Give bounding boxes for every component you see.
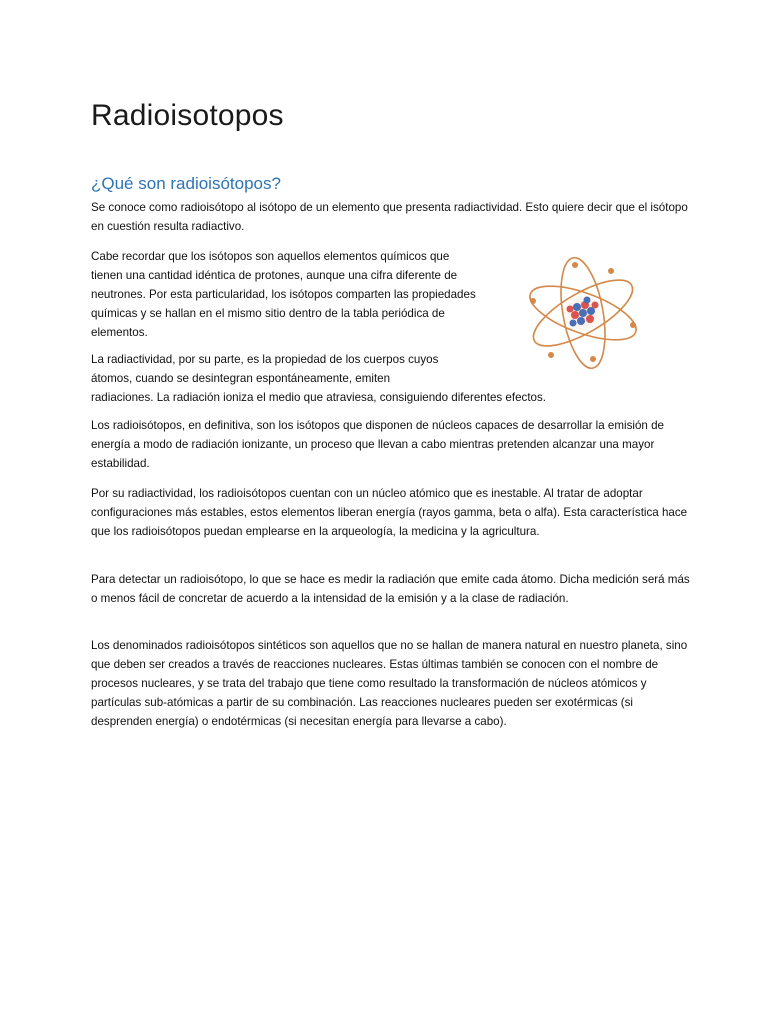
paragraph-1: Se conoce como radioisótopo al isótopo de un elemento que presenta radiactividad. Esto quiere decir que el isótopo en cuestión resulta radiactivo. bbox=[91, 201, 688, 233]
paragraph-4: Los radioisótopos, en definitiva, son los isótopos que disponen de núcleos capaces de desarrollar la emisión de energía a modo de radiación ionizante, un proceso que llevan a cabo mientras pretenden alcanzar una mayor estabilidad. bbox=[91, 419, 664, 470]
paragraph-5: Por su radiactividad, los radioisótopos cuentan con un núcleo atómico que es inestable. Al tratar de adoptar configuraciones más estables, estos elementos liberan energía (rayos gamma, beta o alfa). Esta característica hace que los radioisótopos puedan emplearse en la arqueología, la medicina y la agricultura. bbox=[91, 487, 688, 538]
paragraph-3-part-2: radiaciones. La radiación ioniza el medio que atraviesa, consiguiendo diferentes efectos. bbox=[91, 391, 547, 404]
paragraph-2: Cabe recordar que los isótopos son aquellos elementos químicos que tienen una cantidad idéntica de protones, aunque una cifra diferente de neutrones. Por esta particularidad, los isótopos comparten las propiedades químicas y se hallan en el mismo sitio dentro de la tabla periódica de elementos. bbox=[91, 250, 476, 339]
atom-icon bbox=[523, 257, 643, 369]
section-heading: ¿Qué son radioisótopos? bbox=[91, 174, 281, 193]
page-title: Radioisotopos bbox=[91, 99, 284, 132]
paragraph-6: Para detectar un radioisótopo, lo que se hace es medir la radiación que emite cada átomo. Dicha medición será más o menos fácil de concretar de acuerdo a la intensidad de la emisión y a la clase de radiación. bbox=[91, 573, 690, 605]
paragraph-3-part-1: La radiactividad, por su parte, es la propiedad de los cuerpos cuyos átomos, cuando se desintegran espontáneamente, emiten bbox=[91, 353, 439, 385]
paragraph-7: Los denominados radioisótopos sintéticos son aquellos que no se hallan de manera natural en nuestro planeta, sino que deben ser creados a través de reacciones nucleares. Estas últimas también se conocen con el nombre de procesos nucleares, y se trata del trabajo que tiene como resultado la transformación de núcleos atómicos y partículas sub-atómicas a partir de su combinación. Las reacciones nucleares pueden ser exotérmicas (si desprenden energía) o endotérmicas (si necesitan energía para llevarse a cabo). bbox=[91, 639, 688, 728]
